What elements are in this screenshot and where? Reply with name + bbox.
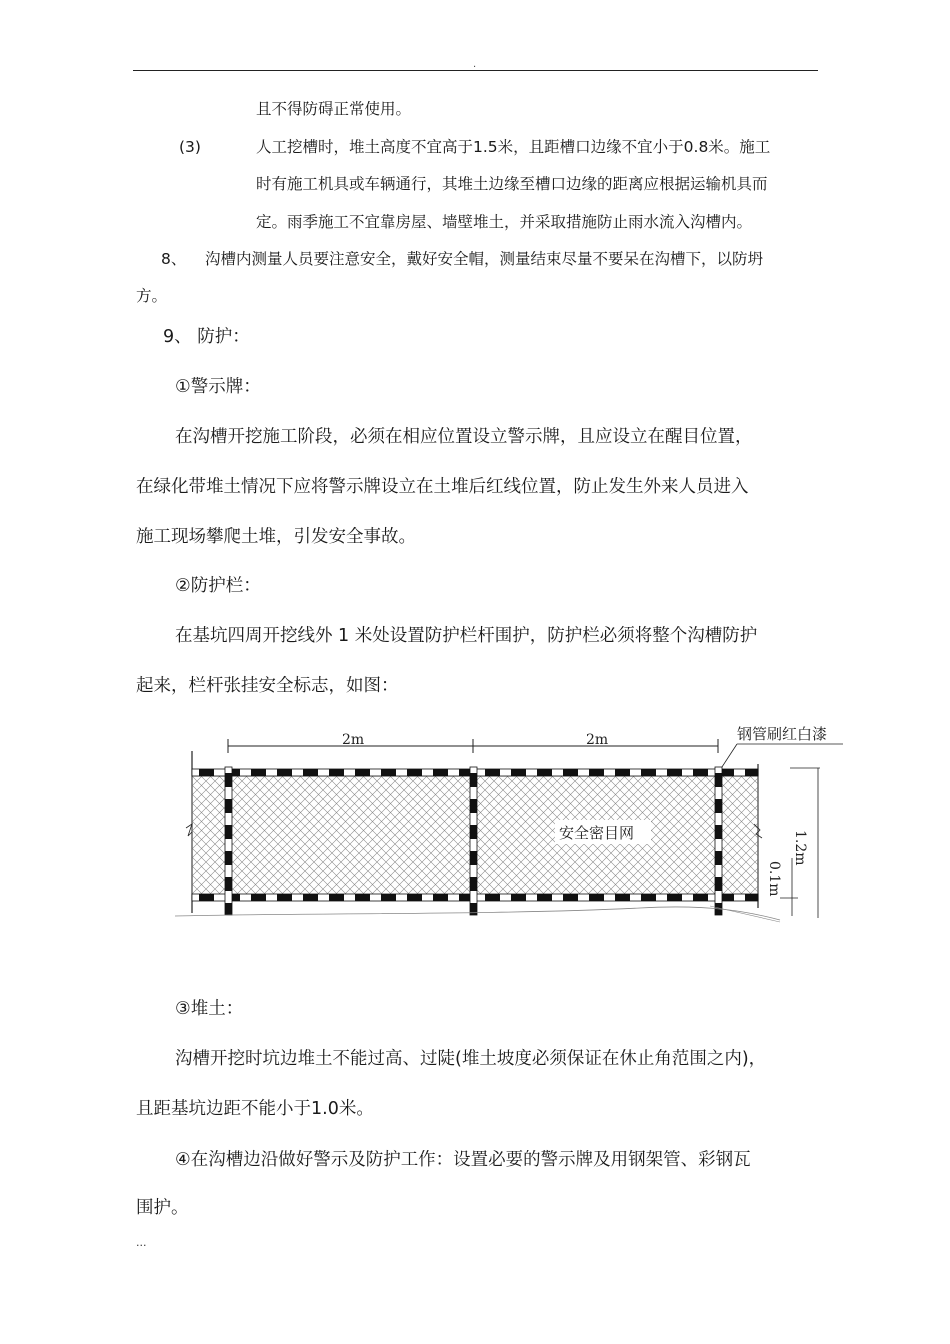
item-3-continuation: 且不得防碍正常使用。	[256, 100, 412, 118]
edge-line-1: ④在沟槽边沿做好警示及防护工作：设置必要的警示牌及用钢架管、彩钢瓦	[175, 1150, 751, 1170]
item-3-number: (3)	[179, 138, 201, 156]
guardrail-line-2: 起来，栏杆张挂安全标志，如图：	[136, 676, 399, 696]
span-label-2: 2m	[586, 732, 609, 748]
item-3-line-3: 定。雨季施工不宜靠房屋、墙壁堆土，并采取措施防止雨水流入沟槽内。	[256, 213, 753, 231]
warning-sign-line-2: 在绿化带堆土情况下应将警示牌设立在土堆后红线位置，防止发生外来人员进入	[136, 477, 749, 497]
section-9-heading: 9、 防护：	[163, 327, 250, 347]
spoil-line-1: 沟槽开挖时坑边堆土不能过高、过陡(堆土坡度必须保证在休止角范围之内)，	[175, 1049, 767, 1069]
spoil-line-2: 且距基坑边距不能小于1.0米。	[136, 1099, 374, 1119]
net-label: 安全密目网	[559, 824, 635, 842]
dim-total-label: 1.2m	[792, 830, 808, 866]
header-rule	[133, 70, 818, 71]
item-8-line-2: 方。	[136, 287, 168, 305]
break-mark-left	[186, 824, 192, 836]
edge-line-2: 围护。	[136, 1198, 189, 1218]
item-3-line-1: 人工挖槽时，堆土高度不宜高于1.5米，且距槽口边缘不宜小于0.8米。施工	[256, 138, 771, 156]
pipe-label: 钢管刷红白漆	[737, 725, 828, 743]
post-1	[225, 767, 232, 915]
warning-sign-line-3: 施工现场攀爬土堆，引发安全事故。	[136, 527, 416, 547]
warning-sign-line-1: 在沟槽开挖施工阶段，必须在相应位置设立警示牌，且应设立在醒目位置，	[175, 427, 753, 447]
warning-sign-title: ①警示牌：	[175, 377, 261, 397]
item-8-number: 8、	[161, 250, 187, 268]
ground-line	[175, 907, 780, 920]
guardrail-figure	[170, 718, 850, 933]
pipe-label-leader	[720, 744, 737, 770]
guardrail-line-1: 在基坑四周开挖线外 1 米处设置防护栏杆围护，防护栏必须将整个沟槽防护	[175, 626, 758, 646]
item-3-line-2: 时有施工机具或车辆通行，其堆土边缘至槽口边缘的距离应根据运输机具而	[256, 175, 768, 193]
header-mark: .	[473, 59, 477, 70]
span-label-1: 2m	[342, 732, 365, 748]
post-2	[470, 767, 477, 915]
dim-low-label: 0.1m	[766, 861, 782, 897]
spoil-title: ③堆土：	[175, 999, 244, 1019]
post-3	[715, 767, 722, 915]
footer-ellipsis: ...	[136, 1236, 147, 1249]
item-8-line-1: 沟槽内测量人员要注意安全，戴好安全帽，测量结束尽量不要呆在沟槽下，以防坍	[205, 250, 764, 268]
guardrail-title: ②防护栏：	[175, 576, 261, 596]
